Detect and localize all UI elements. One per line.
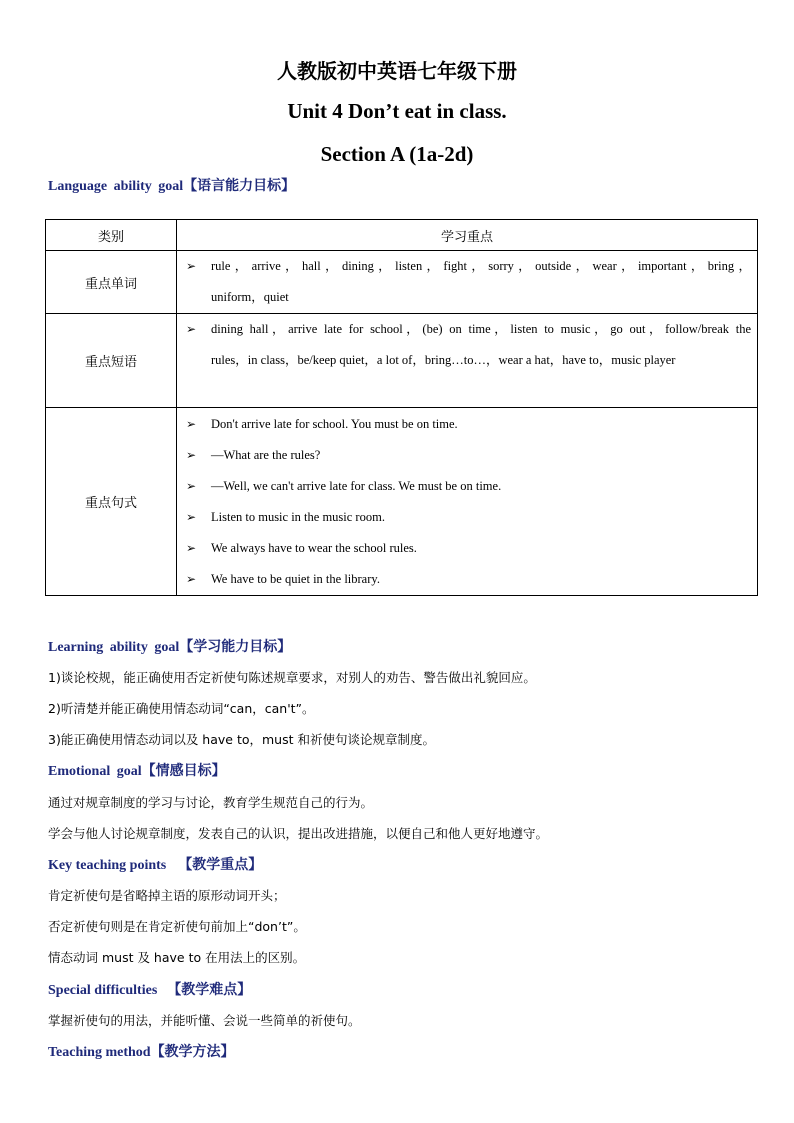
section-title: Section A (1a-2d) <box>320 142 474 166</box>
list-item: ➢ rule，arrive，hall，dining，listen，fight，sorry，outside，wear，important，bring， <box>177 251 757 282</box>
table-row <box>46 251 758 314</box>
table-header-category: 类别 <box>46 220 177 251</box>
list-item-continuation: uniform，quiet <box>211 290 289 304</box>
emotional-goal-line: 学会与他人讨论规章制度，发表自己的认识，提出改进措施，以便自己和他人更好地遵守。 <box>48 826 549 841</box>
learning-goal-heading <box>48 636 291 656</box>
table-row-content <box>177 314 758 408</box>
learning-goal-line: 1)谈论校规，能正确使用否定祈使句陈述规章要求，对别人的劝告、警告做出礼貌回应。 <box>48 670 536 685</box>
list-item: ➢ Don't arrive late for school. You must be on time. <box>177 409 757 440</box>
language-goal-heading-cn: 【语言能力目标】 <box>183 178 296 194</box>
emotional-goal-heading-en: Emotional goal <box>48 764 142 779</box>
key-points-heading-en: Key teaching points <box>48 858 167 873</box>
emotional-goal-heading <box>48 760 226 780</box>
difficulties-heading <box>48 979 251 999</box>
method-heading-cn: 【教学方法】 <box>150 1044 235 1060</box>
list-item: ➢ We always have to wear the school rules. <box>177 533 757 564</box>
table-row <box>46 314 758 408</box>
list-item: ➢ —What are the rules? <box>177 440 757 471</box>
key-points-heading-cn: 【教学重点】 <box>178 857 263 873</box>
key-points-line: 情态动词 must 及 have to 在用法上的区别。 <box>48 950 306 965</box>
list-item: ➢ dining hall，arrive late for school，(be) on time，listen to music，go out，follow/break the <box>177 314 757 345</box>
key-points-line: 否定祈使句则是在肯定祈使句前加上“don’t”。 <box>48 919 306 934</box>
table-row-content <box>177 408 758 596</box>
difficulties-heading-en: Special difficulties <box>48 983 158 998</box>
table-row-category: 重点短语 <box>46 314 177 408</box>
key-points-line: 肯定祈使句是省略掉主语的原形动词开头； <box>48 888 286 903</box>
table-row-category: 重点单词 <box>46 251 177 314</box>
emotional-goal-line: 通过对规章制度的学习与讨论，教育学生规范自己的行为。 <box>48 795 374 810</box>
table-header-focus: 学习重点 <box>177 220 758 251</box>
language-goal-table <box>45 219 758 596</box>
learning-goal-line: 2)听清楚并能正确使用情态动词“can，can't”。 <box>48 701 315 716</box>
table-row <box>46 408 758 596</box>
difficulties-line: 掌握祈使句的用法，并能听懂、会说一些简单的祈使句。 <box>48 1013 361 1028</box>
method-heading-en: Teaching method <box>48 1045 151 1060</box>
unit-title: Unit 4 Don’t eat in class. <box>287 99 507 123</box>
language-goal-heading <box>48 175 295 195</box>
emotional-goal-heading-cn: 【情感目标】 <box>141 763 226 779</box>
table-row-content <box>177 251 758 314</box>
key-points-heading <box>48 854 262 874</box>
table-header-row <box>46 220 758 251</box>
learning-goal-line: 3)能正确使用情态动词以及 have to，must 和祈使句谈论规章制度。 <box>48 732 435 747</box>
list-item: ➢ Listen to music in the music room. <box>177 502 757 533</box>
list-item: ➢ We have to be quiet in the library. <box>177 564 757 595</box>
list-item: ➢ —Well, we can't arrive late for class. We must be on time. <box>177 471 757 502</box>
document-title: 人教版初中英语七年级下册 <box>277 59 517 83</box>
difficulties-heading-cn: 【教学难点】 <box>167 982 252 998</box>
learning-goal-heading-en: Learning ability goal <box>48 640 180 655</box>
table-row-category: 重点句式 <box>46 408 177 596</box>
list-item-continuation: rules，in class，be/keep quiet，a lot of，bring…to…，wear a hat，have to，music player <box>211 353 676 367</box>
method-heading <box>48 1041 235 1061</box>
language-goal-heading-en: Language ability goal <box>48 179 184 194</box>
learning-goal-heading-cn: 【学习能力目标】 <box>179 639 292 655</box>
